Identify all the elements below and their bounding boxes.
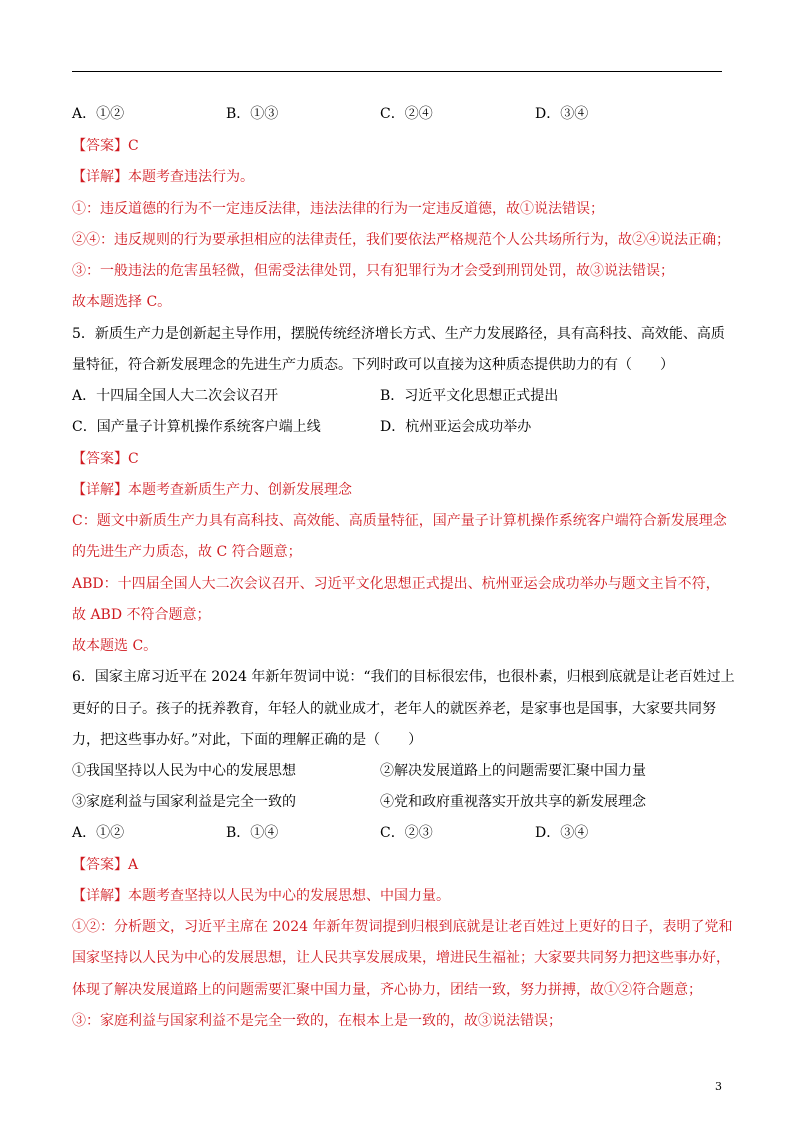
q5-option-c: C．国产量子计算机操作系统客户端上线 — [72, 419, 321, 435]
q5-stem-line: 5．新质生产力是创新起主导作用，摆脱传统经济增长方式、生产力发展路径，具有高科技、高效能、高质 — [72, 326, 725, 342]
q5-answer: 【答案】C — [72, 451, 139, 467]
q6-option-a: A．①② — [72, 825, 125, 841]
q6-option-c: C．②③ — [380, 825, 433, 841]
q6-statement-4: ④党和政府重视落实开放共享的新发展理念 — [380, 794, 646, 810]
q6-analysis-line: ①②：分析题文，习近平主席在 2024 年新年贺词提到归根到底就是让老百姓过上更好的日子，表明了党和 — [72, 919, 733, 935]
q6-stem-line: 力，把这些事办好。”对此，下面的理解正确的是（ ） — [72, 732, 423, 748]
header-rule — [72, 71, 722, 72]
q4-option-d: D．③④ — [535, 106, 589, 122]
q5-analysis-line: 的先进生产力质态，故 C 符合题意； — [72, 544, 302, 560]
q4-analysis-line: ②④：违反规则的行为要承担相应的法律责任，我们要依法严格规范个人公共场所行为，故②④说法正确； — [72, 232, 730, 248]
q4-detail: 【详解】本题考查违法行为。 — [72, 169, 254, 185]
q5-option-d: D．杭州亚运会成功举办 — [380, 419, 532, 435]
page-number: 3 — [715, 1080, 722, 1093]
q4-analysis-line: ③：一般违法的危害虽轻微，但需受法律处罚，只有犯罪行为才会受到刑罚处罚，故③说法错误； — [72, 263, 674, 279]
q5-option-b: B．习近平文化思想正式提出 — [380, 388, 559, 404]
q5-analysis-line: C：题文中新质生产力具有高科技、高效能、高质量特征，国产量子计算机操作系统客户端符合新发展理念 — [72, 513, 727, 529]
q5-option-a: A．十四届全国人大二次会议召开 — [72, 388, 279, 404]
q6-statement-3: ③家庭利益与国家利益是完全一致的 — [72, 794, 296, 810]
q6-analysis-line: ③：家庭利益与国家利益不是完全一致的，在根本上是一致的，故③说法错误； — [72, 1013, 562, 1029]
q6-option-b: B．①④ — [226, 825, 279, 841]
q4-conclusion: 故本题选择 C。 — [72, 294, 172, 310]
q6-statement-1: ①我国坚持以人民为中心的发展思想 — [72, 763, 296, 779]
q5-conclusion: 故本题选 C。 — [72, 638, 158, 654]
q4-answer: 【答案】C — [72, 138, 139, 154]
q5-analysis-line: 故 ABD 不符合题意； — [72, 607, 211, 623]
q6-analysis-line: 体现了解决发展道路上的问题需要汇聚中国力量，齐心协力，团结一致，努力拼搏，故①②符合题意； — [72, 982, 702, 998]
q4-option-b: B．①③ — [226, 106, 279, 122]
q5-detail: 【详解】本题考查新质生产力、创新发展理念 — [72, 482, 352, 498]
q6-analysis-line: 国家坚持以人民为中心的发展思想，让人民共享发展成果，增进民生福祉；大家要共同努力把这些事办好， — [72, 950, 730, 966]
q4-analysis-line: ①：违反道德的行为不一定违反法律，违法法律的行为一定违反道德，故①说法错误； — [72, 201, 604, 217]
q6-answer: 【答案】A — [72, 857, 139, 873]
q4-option-c: C．②④ — [380, 106, 433, 122]
q6-option-d: D．③④ — [535, 825, 589, 841]
q6-stem-line: 更好的日子。孩子的抚养教育，年轻人的就业成才，老年人的就医养老，是家事也是国事，大家要共同努 — [72, 701, 716, 717]
q6-stem-line: 6．国家主席习近平在 2024 年新年贺词中说：“我们的目标很宏伟，也很朴素，归根到底就是让老百姓过上 — [72, 669, 735, 685]
q4-option-a: A．①② — [72, 106, 125, 122]
q6-statement-2: ②解决发展道路上的问题需要汇聚中国力量 — [380, 763, 646, 779]
q5-analysis-line: ABD：十四届全国人大二次会议召开、习近平文化思想正式提出、杭州亚运会成功举办与题文主旨不符， — [72, 576, 720, 592]
q5-stem-line: 量特征，符合新发展理念的先进生产力质态。下列时政可以直接为这种质态提供助力的有（ ） — [72, 357, 674, 373]
q6-detail: 【详解】本题考查坚持以人民为中心的发展思想、中国力量。 — [72, 888, 450, 904]
